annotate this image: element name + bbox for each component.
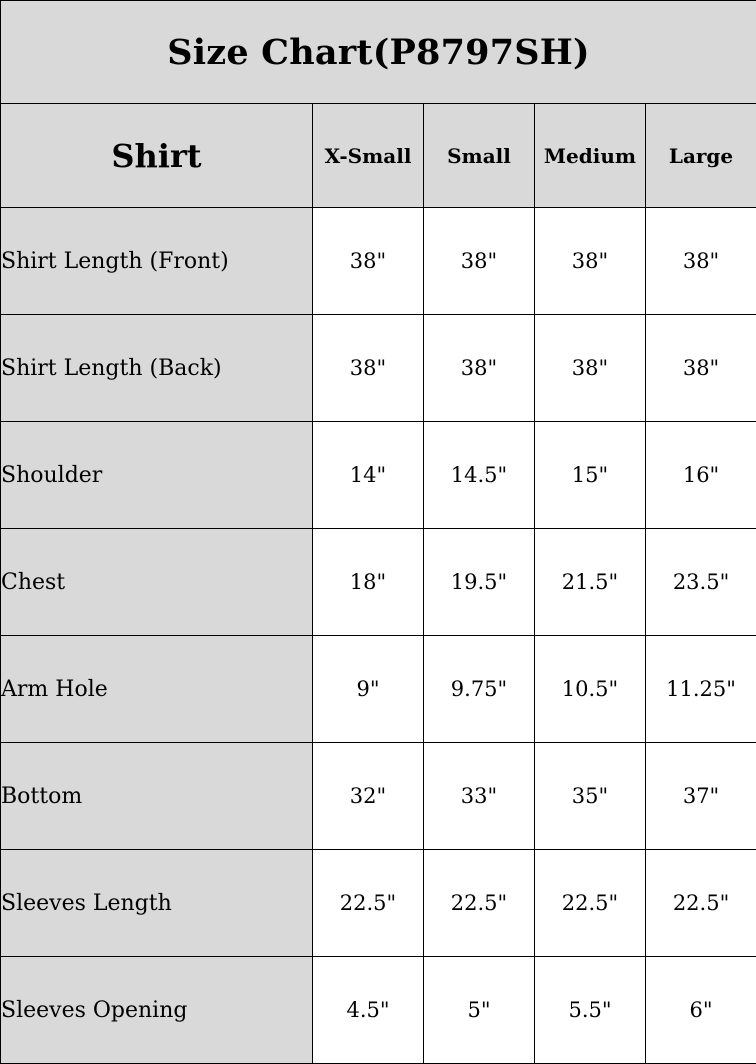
header-size-x-small: X-Small (313, 104, 424, 208)
table-row (1, 315, 756, 422)
row-value: 14" (313, 422, 424, 529)
table-row (1, 422, 756, 529)
row-value: 38" (646, 208, 756, 315)
row-value: 23.5" (646, 529, 756, 636)
title-row (1, 1, 756, 104)
row-value: 37" (646, 743, 756, 850)
row-label: Arm Hole (1, 636, 313, 743)
row-value: 38" (424, 208, 535, 315)
row-value: 21.5" (535, 529, 646, 636)
row-value: 38" (313, 208, 424, 315)
row-value: 6" (646, 957, 756, 1064)
header-size-large: Large (646, 104, 756, 208)
row-label: Sleeves Opening (1, 957, 313, 1064)
row-label: Sleeves Length (1, 850, 313, 957)
row-value: 35" (535, 743, 646, 850)
row-value: 19.5" (424, 529, 535, 636)
table-row (1, 636, 756, 743)
header-category-label: Shirt (1, 104, 313, 208)
row-label: Shirt Length (Back) (1, 315, 313, 422)
row-value: 9.75" (424, 636, 535, 743)
row-value: 11.25" (646, 636, 756, 743)
row-value: 14.5" (424, 422, 535, 529)
header-size-medium: Medium (535, 104, 646, 208)
row-value: 38" (535, 315, 646, 422)
row-value: 38" (313, 315, 424, 422)
row-value: 38" (646, 315, 756, 422)
table-row (1, 957, 756, 1064)
row-value: 15" (535, 422, 646, 529)
row-value: 10.5" (535, 636, 646, 743)
row-value: 38" (424, 315, 535, 422)
row-value: 22.5" (424, 850, 535, 957)
row-label: Chest (1, 529, 313, 636)
row-value: 22.5" (646, 850, 756, 957)
row-value: 5.5" (535, 957, 646, 1064)
row-value: 9" (313, 636, 424, 743)
table-row (1, 743, 756, 850)
row-value: 32" (313, 743, 424, 850)
header-size-small: Small (424, 104, 535, 208)
row-label: Shirt Length (Front) (1, 208, 313, 315)
header-row (1, 104, 756, 208)
row-label: Bottom (1, 743, 313, 850)
chart-title: Size Chart(P8797SH) (1, 1, 756, 104)
row-value: 4.5" (313, 957, 424, 1064)
row-value: 5" (424, 957, 535, 1064)
row-value: 38" (535, 208, 646, 315)
row-value: 16" (646, 422, 756, 529)
row-label: Shoulder (1, 422, 313, 529)
table-row (1, 850, 756, 957)
table-row (1, 208, 756, 315)
table-row (1, 529, 756, 636)
row-value: 22.5" (535, 850, 646, 957)
row-value: 22.5" (313, 850, 424, 957)
row-value: 18" (313, 529, 424, 636)
row-value: 33" (424, 743, 535, 850)
